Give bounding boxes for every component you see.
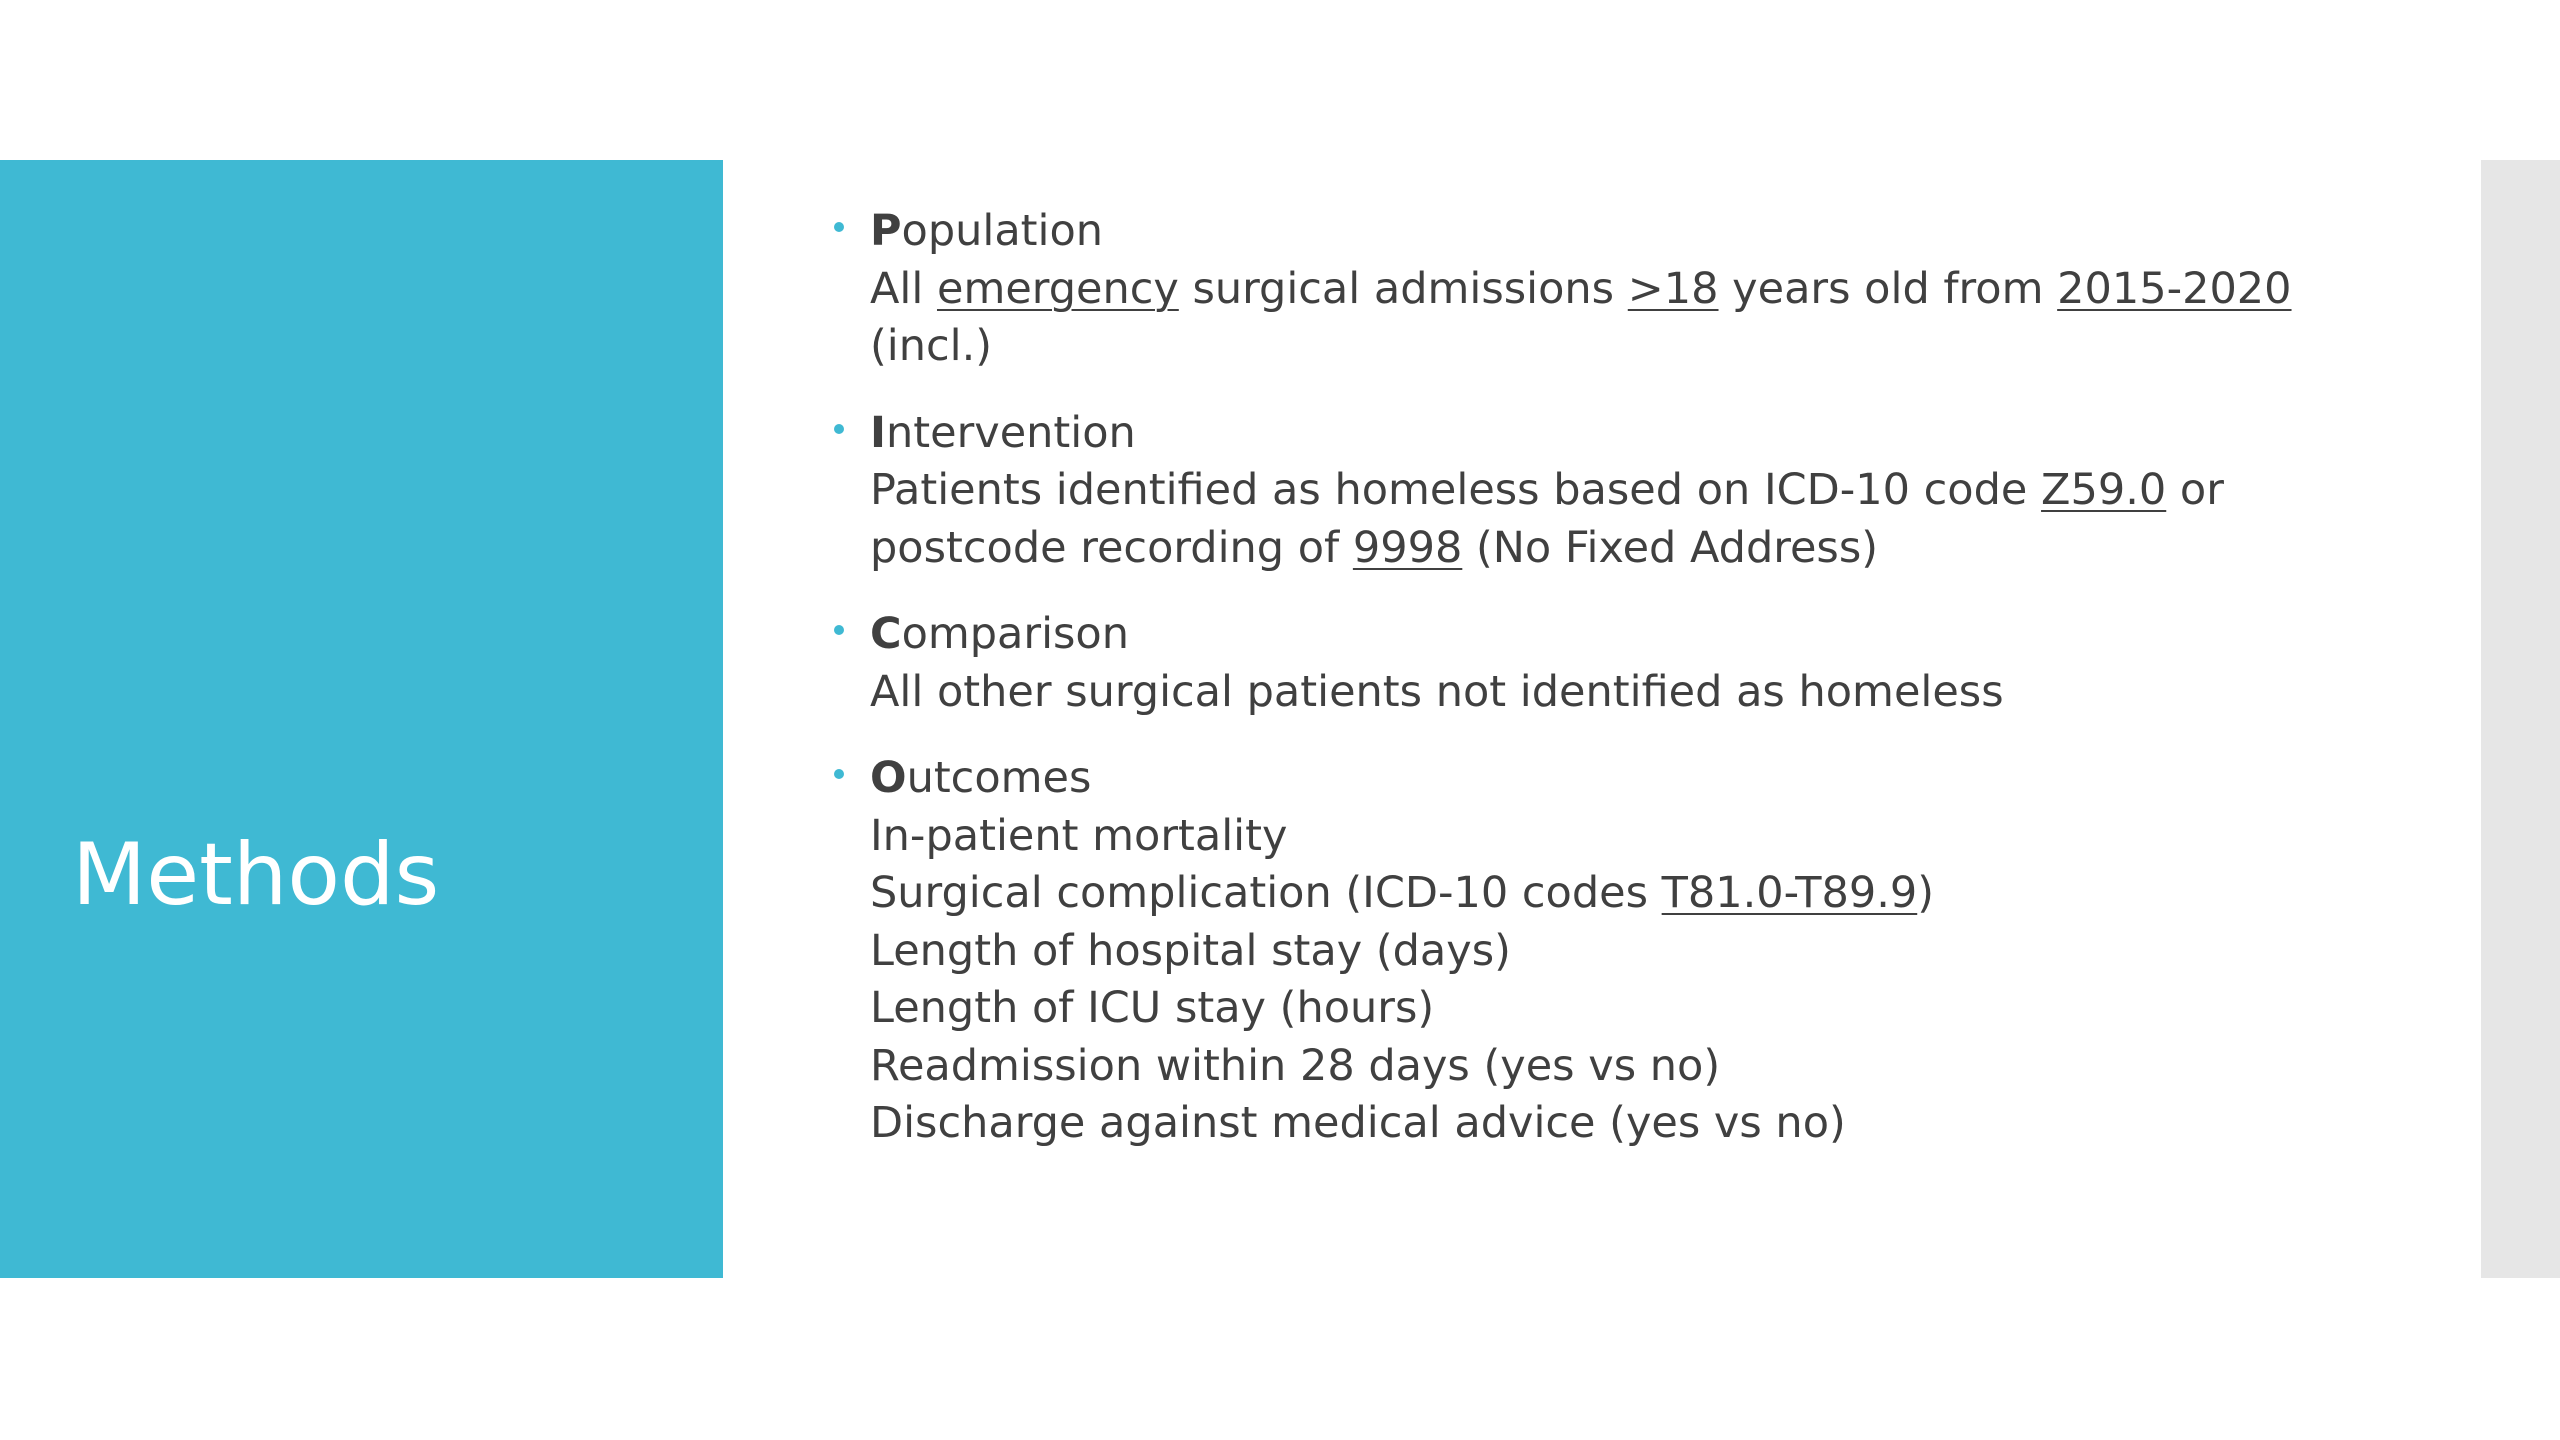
underlined-term-age: >18 [1627,263,1719,314]
bullet-dot-icon [834,424,844,434]
intervention-line-1 [870,462,2430,520]
methods-content [870,203,2430,1182]
outcome-mortality: In-patient mortality [870,810,1288,861]
bullet-dot-icon [834,769,844,779]
heading-rest: opulation [901,206,1104,256]
population-line-2: (incl.) [870,321,993,371]
comparison-line-1: All other surgical patients not identified as homeless [870,666,2004,717]
population-line-1 [870,261,2430,319]
heading-initial: C [870,609,902,659]
title-panel [0,160,723,1278]
heading-initial: I [870,407,886,458]
text-segment: Surgical complication (ICD-10 codes [870,868,1662,918]
text-segment: All [870,263,937,314]
text-segment: surgical admissions [1178,263,1628,314]
heading-initial: P [870,206,902,256]
text-segment: or [2166,465,2224,515]
intervention-line-2 [870,520,2430,578]
outcome-readmission: Readmission within 28 days (yes vs no) [870,1040,1721,1091]
outcome-hospital-stay: Length of hospital stay (days) [870,925,1511,976]
bullet-dot-icon [834,222,844,232]
heading-rest: utcomes [906,753,1092,803]
slide-title: Methods [72,825,440,925]
bullet-dot-icon [834,625,844,635]
bullet-heading-population [870,203,2430,261]
text-segment: (No Fixed Address) [1462,522,1879,573]
heading-rest: omparison [901,609,1129,659]
text-segment: years old from [1718,263,2058,314]
text-segment: postcode recording of [870,522,1353,573]
underlined-term-icd-code: Z59.0 [2041,465,2167,515]
heading-rest: ntervention [886,407,1136,458]
bullet-heading-intervention [870,405,2430,463]
underlined-term-icd-range: T81.0-T89.9 [1661,868,1918,918]
bullet-population [870,203,2430,376]
underlined-term-postcode: 9998 [1352,522,1463,573]
heading-initial: O [870,753,907,803]
underlined-term-years: 2015-2020 [2057,263,2292,314]
bullet-comparison [870,606,2430,721]
bullet-outcomes [870,750,2430,1153]
text-segment: Patients identified as homeless based on ICD-10 code [870,465,2042,515]
outcome-discharge: Discharge against medical advice (yes vs no) [870,1098,1846,1148]
outcome-icu-stay: Length of ICU stay (hours) [870,983,1435,1033]
bullet-heading-comparison [870,606,2430,664]
outcome-complication [870,865,2430,923]
underlined-term-emergency: emergency [936,263,1179,314]
bullet-heading-outcomes [870,750,2430,808]
text-segment: ) [1917,868,1935,918]
right-decorative-strip [2481,160,2560,1278]
bullet-intervention [870,405,2430,578]
